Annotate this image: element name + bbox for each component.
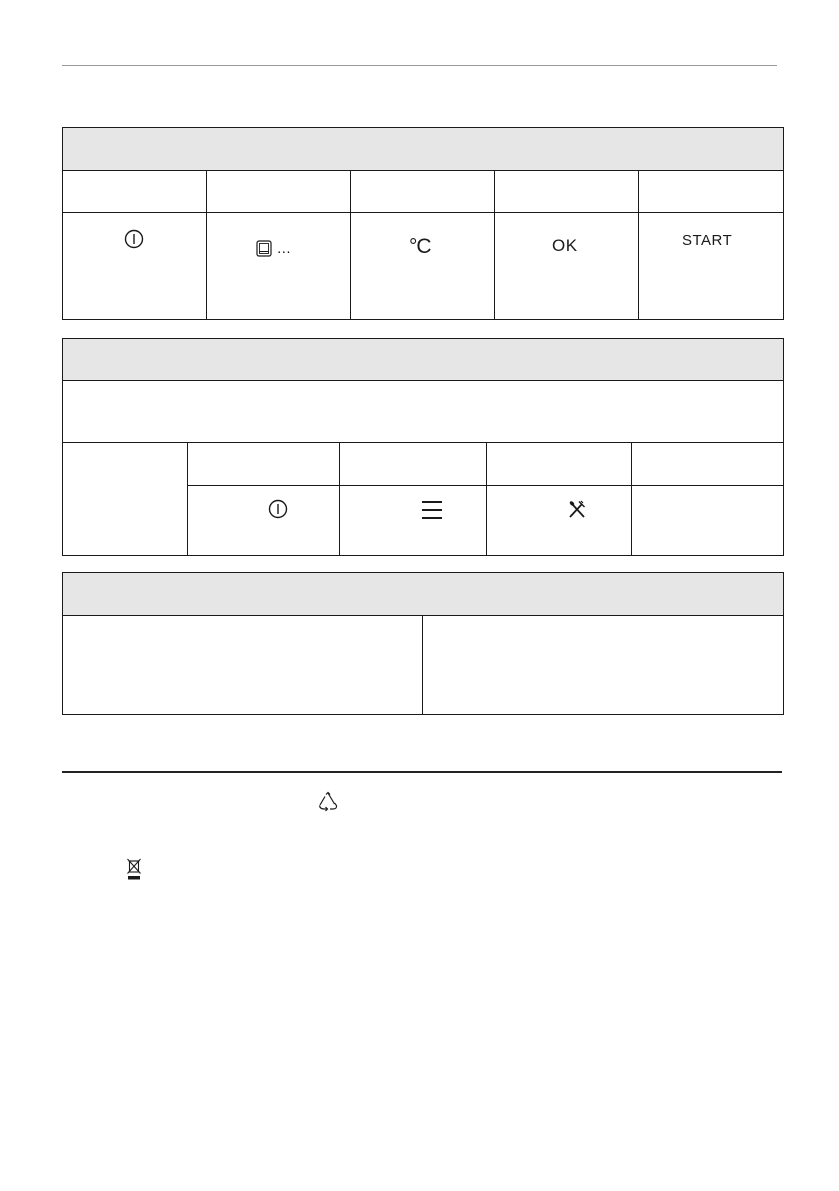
- oven-function-icon: [256, 240, 272, 257]
- info-cell-left: [63, 616, 423, 715]
- symbol-cell: [63, 213, 207, 320]
- column-label: [487, 443, 632, 486]
- function-table: [62, 338, 784, 556]
- power-icon: [124, 229, 144, 249]
- recycle-icon: [317, 791, 339, 813]
- cutlery-icon: [567, 500, 587, 520]
- menu-icon: [421, 500, 443, 520]
- column-label: [340, 443, 487, 486]
- table-header: [63, 128, 784, 171]
- symbol-cell: [495, 213, 639, 320]
- symbol-cell: [207, 213, 351, 320]
- table-header: [63, 573, 784, 616]
- column-label: [639, 171, 784, 213]
- power-icon: [268, 499, 288, 519]
- symbol-cell: [487, 486, 632, 556]
- ok-symbol: OK: [552, 236, 578, 255]
- symbol-cell: [340, 486, 487, 556]
- row-label-cell: [63, 443, 188, 556]
- celsius-symbol: °C: [409, 235, 431, 258]
- section-rule: [62, 771, 782, 773]
- info-table: [62, 572, 784, 715]
- column-label: [351, 171, 495, 213]
- start-symbol: START: [682, 232, 733, 249]
- column-label: [188, 443, 340, 486]
- column-label: [207, 171, 351, 213]
- top-rule: [62, 65, 777, 66]
- table-header: [63, 339, 784, 381]
- ellipsis-text: ...: [277, 240, 292, 257]
- control-panel-table: [62, 127, 784, 320]
- symbol-cell: [639, 213, 784, 320]
- column-label: [632, 443, 784, 486]
- symbol-cell: [188, 486, 340, 556]
- crossed-bin-icon: [126, 858, 142, 880]
- column-label: [63, 171, 207, 213]
- symbol-cell: [351, 213, 495, 320]
- info-cell-right: [423, 616, 784, 715]
- description-row: [63, 381, 784, 443]
- column-label: [495, 171, 639, 213]
- symbol-cell: [632, 486, 784, 556]
